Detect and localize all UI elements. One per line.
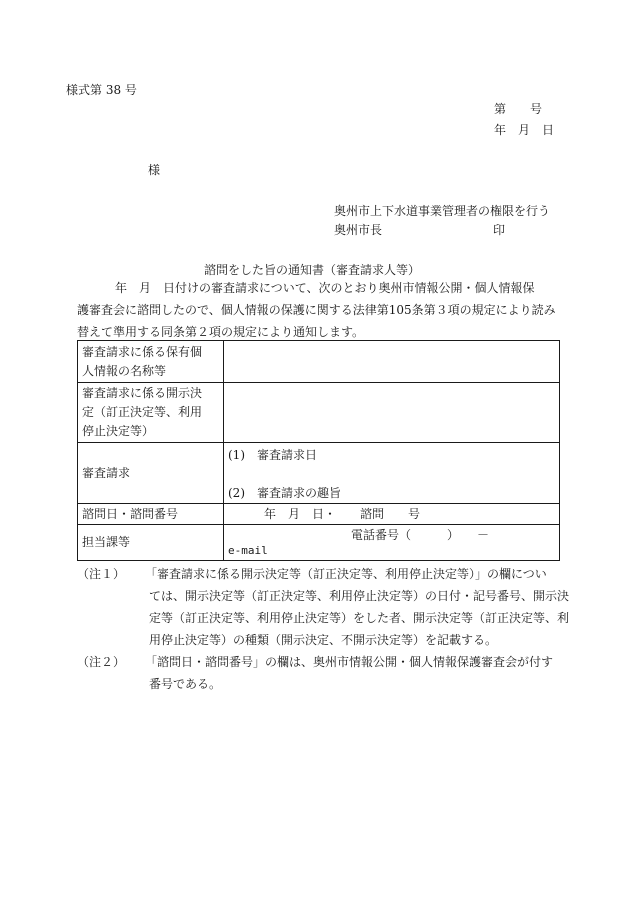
request-purpose-item: (2) 審査請求の趣旨 [228,486,341,500]
inquiry-date-label: 諮問日・諮問番号 [78,504,224,525]
body-line-2: 護審査会に諮問したので、個人情報の保護に関する法律第105条第３項の規定により読み [77,303,556,317]
inquiry-date-value: 年 月 日・ 諮問 号 [224,504,560,525]
label-line: 人情報の名称等 [82,363,167,378]
note-1-line: 「審査請求に係る開示決定等（訂正決定等、利用停止決定等）」の欄につい [145,567,547,581]
label-line: 定（訂正決定等、利用 [82,405,203,419]
label-line: 停止決定等） [82,424,155,438]
addressee-suffix: 様 [148,163,161,177]
note-2-line: 「諮問日・諮問番号」の欄は、奥州市情報公開・個人情報保護審査会が付す [145,655,554,669]
email-line: e-mail [228,543,268,557]
table-row [78,443,560,504]
table-row [78,525,560,561]
table-row [78,341,560,383]
table-row [78,383,560,443]
request-value [224,443,560,504]
label-line: 審査請求に係る保有個 [82,344,203,359]
document-date: 年 月 日 [494,123,555,137]
department-label: 担当課等 [78,525,224,561]
note-1-line: 用停止決定等）の種類（開示決定、不開示決定等）を記載する。 [149,633,498,647]
table-row [78,504,560,525]
note-2-tag: （注２） [77,655,126,669]
body-line-1: 年 月 日付けの審査請求について、次のとおり奥州市情報公開・個人情報保 [115,281,535,295]
document-number: 第 号 [494,102,543,116]
body-line-3: 替えて準用する同条第２項の規定により通知します。 [77,325,365,339]
request-label: 審査請求 [78,443,224,504]
holding-info-label [78,341,224,383]
disclosure-decision-value [224,383,560,443]
form-number: 様式第 38 号 [66,83,137,97]
issuer-line-1: 奥州市上下水道事業管理者の権限を行う [334,204,551,218]
note-2 [77,651,577,695]
request-date-item: (1) 審査請求日 [228,448,317,462]
request-details-table [77,340,560,561]
seal-mark: 印 [493,223,506,237]
issuer-line-2: 奥州市長 [334,223,383,237]
note-1 [77,563,577,651]
note-1-line: ては、開示決定等（訂正決定等、利用停止決定等）の日付・記号番号、開示決 [149,589,570,603]
department-value [224,525,560,561]
note-1-line: 定等（訂正決定等、利用停止決定等）をした者、開示決定等（訂正決定等、利 [149,611,570,625]
document-title: 諮問をした旨の通知書（審査請求人等） [204,263,421,277]
body-paragraph [77,277,567,343]
phone-line: 電話番号（ ） － [351,527,490,542]
note-2-line: 番号である。 [149,677,222,691]
disclosure-decision-label [78,383,224,443]
note-1-tag: （注１） [77,567,126,581]
holding-info-value [224,341,560,383]
label-line: 審査請求に係る開示決 [82,386,203,400]
